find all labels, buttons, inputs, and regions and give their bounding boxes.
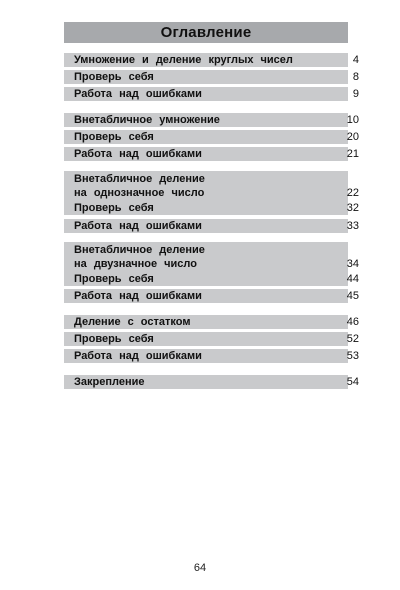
toc-entry-page: 53 — [346, 350, 359, 362]
toc-entry-label — [64, 171, 348, 201]
toc-entry-label: Работа над ошибками — [64, 147, 348, 161]
toc-entry-label: Проверь себя — [64, 70, 348, 84]
toc-entry[interactable] — [64, 201, 359, 215]
toc-entry-page: 20 — [346, 131, 359, 143]
toc-entry[interactable] — [64, 147, 359, 161]
toc-entry[interactable] — [64, 332, 359, 346]
toc-entry[interactable] — [64, 375, 359, 389]
toc-entry-page: 54 — [346, 376, 359, 388]
toc-entry-page: 4 — [352, 54, 359, 66]
toc-entry-label: Проверь себя — [64, 332, 348, 346]
toc-entry[interactable] — [64, 53, 359, 67]
toc-title-bar — [64, 22, 348, 43]
toc-entry[interactable] — [64, 113, 359, 127]
toc-entry-label: Работа над ошибками — [64, 87, 348, 101]
toc-entry-label: Проверь себя — [64, 201, 348, 215]
toc-entry-page: 10 — [346, 114, 359, 126]
toc-entry-page: 32 — [346, 202, 359, 214]
toc-entry-page: 46 — [346, 316, 359, 328]
toc-entry-page: 22 — [346, 187, 359, 199]
toc-entry-label: Проверь себя — [64, 130, 348, 144]
page-number: 64 — [193, 562, 207, 574]
toc-entry-page: 8 — [352, 71, 359, 83]
toc-entry-label: Умножение и деление круглых чисел — [64, 53, 348, 67]
toc-entry[interactable] — [64, 289, 359, 303]
toc-entry[interactable] — [64, 130, 359, 144]
toc-entry-page: 21 — [346, 148, 359, 160]
toc-entry[interactable] — [64, 272, 359, 286]
toc-entry[interactable] — [64, 219, 359, 233]
toc-entry-label: Проверь себя — [64, 272, 348, 286]
toc-entry-page: 34 — [346, 258, 359, 270]
toc-entry-label — [64, 242, 348, 272]
toc-entry-label-line2: на однозначное число — [74, 187, 205, 199]
toc-entry[interactable] — [64, 242, 359, 272]
toc-entry-label: Закрепление — [64, 375, 348, 389]
toc-entry-page: 52 — [346, 333, 359, 345]
toc-entry[interactable] — [64, 87, 359, 101]
toc-entry-page: 33 — [346, 220, 359, 232]
toc-entry-label: Деление с остатком — [64, 315, 348, 329]
toc-entry-page: 45 — [346, 290, 359, 302]
toc-entry-label-line1: Внетабличное деление — [74, 244, 205, 256]
toc-entry-label: Работа над ошибками — [64, 219, 348, 233]
toc-entry-label: Внетабличное умножение — [64, 113, 348, 127]
toc-entry-label: Работа над ошибками — [64, 289, 348, 303]
toc-entry-label-line1: Внетабличное деление — [74, 173, 205, 185]
toc-entry-page: 44 — [346, 273, 359, 285]
toc-entry-label: Работа над ошибками — [64, 349, 348, 363]
toc-entry-page: 9 — [352, 88, 359, 100]
toc-entry-label-line2: на двузначное число — [74, 258, 197, 270]
toc-entry[interactable] — [64, 171, 359, 201]
toc-title: Оглавление — [160, 24, 252, 41]
toc-entry[interactable] — [64, 70, 359, 84]
toc-entry[interactable] — [64, 315, 359, 329]
toc-entry[interactable] — [64, 349, 359, 363]
